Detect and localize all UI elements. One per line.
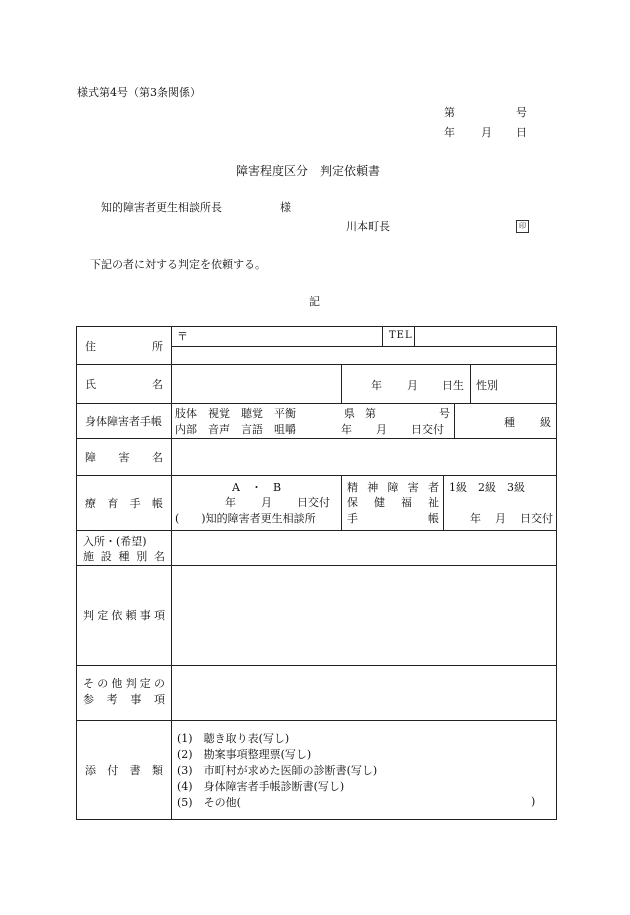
postal-mark: 〒 bbox=[177, 330, 188, 343]
physical-type-line2 bbox=[175, 421, 296, 437]
type-internal[interactable]: 内部 bbox=[175, 423, 197, 436]
ryoiku-mental-divider bbox=[341, 475, 342, 530]
mental-issue-month: 月 bbox=[495, 512, 506, 525]
grade-2[interactable]: 2級 bbox=[478, 481, 496, 494]
name-field[interactable] bbox=[177, 367, 337, 400]
label-char: 判 bbox=[125, 677, 137, 690]
sender: 川本町長 bbox=[346, 220, 390, 233]
type-vision[interactable]: 視覚 bbox=[208, 407, 230, 420]
request-items-label bbox=[77, 565, 171, 665]
label-char: 施 bbox=[83, 550, 94, 563]
label-char: 障 bbox=[387, 481, 399, 494]
physical-grade-divider bbox=[454, 403, 455, 438]
label-char: そ bbox=[83, 677, 94, 690]
type-balance[interactable]: 平衡 bbox=[274, 407, 296, 420]
label-char: 所 bbox=[152, 339, 163, 353]
grade-1[interactable]: 1級 bbox=[449, 481, 467, 494]
label-char: 書 bbox=[129, 763, 141, 777]
label-char: 定 bbox=[97, 609, 109, 622]
birth-year: 年 bbox=[371, 379, 382, 392]
number-dai: 第 bbox=[444, 106, 455, 119]
tel-box-left bbox=[382, 327, 383, 346]
grade-type: 種 bbox=[504, 416, 515, 429]
request-form-table bbox=[76, 326, 557, 820]
other-reference-label bbox=[77, 665, 171, 720]
facility-label-line1: 入所・(希望) bbox=[83, 535, 147, 548]
ki-heading: 記 bbox=[309, 295, 320, 308]
label-char: 項 bbox=[153, 609, 165, 622]
attachment-item: (3) 市町村が求めた医師の診断書(写し) bbox=[177, 764, 378, 777]
other-label-line2 bbox=[83, 692, 165, 708]
mental-handbook-label-2 bbox=[347, 494, 439, 510]
tel-field[interactable] bbox=[417, 328, 553, 344]
label-char: 精 bbox=[347, 481, 358, 494]
label-char: 他 bbox=[111, 677, 123, 690]
label-char: 育 bbox=[107, 496, 119, 510]
label-char: 障 bbox=[85, 450, 96, 464]
attachment-item: (2) 勘案事項整理票(写し) bbox=[177, 748, 312, 761]
number-go: 号 bbox=[516, 106, 527, 119]
label-char: 氏 bbox=[85, 377, 96, 391]
label-char: 頼 bbox=[125, 609, 137, 622]
address-label bbox=[77, 327, 171, 364]
grade-level: 級 bbox=[540, 416, 551, 429]
label-text: 身体障害者手帳 bbox=[85, 414, 162, 428]
label-char: 名 bbox=[154, 550, 165, 563]
disability-name-label bbox=[77, 438, 171, 475]
issue-day: 日交付 bbox=[411, 423, 444, 436]
date-year: 年 bbox=[444, 126, 455, 139]
ryoiku-handbook-label bbox=[77, 475, 171, 530]
label-char: 福 bbox=[401, 496, 412, 509]
mental-grade-options bbox=[449, 479, 525, 495]
label-char: 害 bbox=[118, 450, 130, 464]
document-title: 障害程度区分 判定依頼書 bbox=[236, 164, 381, 178]
attachment-item: (5) その他( bbox=[177, 796, 241, 809]
facility-label bbox=[77, 530, 171, 565]
attachment-other-field[interactable] bbox=[247, 793, 527, 809]
mental-handbook-label-3 bbox=[347, 510, 439, 526]
label-char: 事 bbox=[130, 693, 142, 706]
type-chewing[interactable]: 咀嚼 bbox=[274, 423, 296, 436]
attachment-other-close: ) bbox=[531, 795, 536, 808]
handbook-dai: 第 bbox=[365, 407, 376, 420]
mental-issue-day: 日交付 bbox=[520, 512, 553, 525]
intro-text: 下記の者に対する判定を依頼する。 bbox=[90, 258, 266, 271]
label-char: の bbox=[153, 677, 165, 690]
ryoiku-issue-day: 日交付 bbox=[297, 496, 330, 509]
label-char: 設 bbox=[100, 550, 112, 563]
tel-label: TEL bbox=[389, 330, 413, 341]
label-char: 神 bbox=[367, 481, 379, 494]
addressee: 知的障害者更生相談所長 bbox=[101, 201, 222, 214]
label-char: 名 bbox=[152, 377, 163, 391]
ryoiku-office: ( )知的障害者更生相談所 bbox=[175, 512, 316, 525]
tel-box-mid bbox=[414, 327, 415, 346]
type-limb[interactable]: 肢体 bbox=[175, 407, 197, 420]
ryoiku-grade-ab[interactable]: A ・ B bbox=[232, 481, 282, 494]
label-char: 別 bbox=[136, 550, 148, 563]
date-month: 月 bbox=[481, 126, 492, 139]
label-char: 参 bbox=[83, 693, 94, 706]
mental-issue-year: 年 bbox=[470, 512, 481, 525]
seal-icon: 印 bbox=[516, 220, 529, 233]
physical-type-line1 bbox=[175, 405, 296, 421]
label-char: 手 bbox=[129, 496, 141, 510]
type-hearing[interactable]: 聴覚 bbox=[241, 407, 263, 420]
name-label bbox=[77, 364, 171, 403]
address-field[interactable] bbox=[177, 328, 377, 344]
sex-label: 性別 bbox=[476, 379, 498, 392]
mental-handbook-label-1 bbox=[347, 479, 439, 495]
label-char: 害 bbox=[407, 481, 419, 494]
label-char: 考 bbox=[106, 693, 118, 706]
label-char: 添 bbox=[85, 763, 96, 777]
label-column-divider bbox=[171, 327, 172, 819]
attachments-label bbox=[77, 720, 171, 819]
ryoiku-issue-month: 月 bbox=[261, 496, 272, 509]
label-char: 祉 bbox=[428, 496, 439, 509]
label-char: 依 bbox=[111, 609, 123, 622]
birth-month: 月 bbox=[407, 379, 418, 392]
form-number: 様式第4号（第3条関係） bbox=[77, 86, 201, 99]
name-birth-divider bbox=[341, 364, 342, 403]
issue-month: 月 bbox=[376, 423, 387, 436]
physical-handbook-label bbox=[77, 403, 171, 438]
mental-grade-divider bbox=[443, 475, 444, 530]
label-char: 保 bbox=[347, 496, 358, 509]
facility-field[interactable] bbox=[177, 533, 551, 562]
issue-year: 年 bbox=[341, 423, 352, 436]
prefecture-label: 県 bbox=[344, 407, 355, 420]
facility-label-line2 bbox=[83, 549, 165, 564]
other-reference-field[interactable] bbox=[177, 668, 551, 717]
handbook-go: 号 bbox=[439, 407, 450, 420]
label-char: 名 bbox=[152, 450, 163, 464]
disability-name-field[interactable] bbox=[177, 441, 551, 472]
grade-3[interactable]: 3級 bbox=[507, 481, 525, 494]
other-label-line1 bbox=[83, 676, 165, 692]
label-char: 手 bbox=[347, 512, 358, 525]
birth-day: 日生 bbox=[442, 379, 464, 392]
type-voice[interactable]: 音声 bbox=[208, 423, 230, 436]
label-char: の bbox=[97, 677, 109, 690]
label-char: 種 bbox=[118, 550, 130, 563]
label-char: 定 bbox=[139, 677, 151, 690]
label-char: 健 bbox=[374, 496, 385, 509]
label-char: 者 bbox=[428, 481, 439, 494]
type-speech[interactable]: 言語 bbox=[241, 423, 263, 436]
attachment-item: (4) 身体障害者手帳診断書(写し) bbox=[177, 780, 345, 793]
label-char: 住 bbox=[85, 339, 96, 353]
label-char: 療 bbox=[85, 496, 96, 510]
label-char: 帳 bbox=[151, 496, 163, 510]
attachment-item: (1) 聴き取り表(写し) bbox=[177, 732, 290, 745]
label-char: 帳 bbox=[428, 512, 439, 525]
label-char: 項 bbox=[153, 693, 165, 706]
addressee-honorific: 様 bbox=[280, 201, 291, 214]
ryoiku-issue-year: 年 bbox=[225, 496, 236, 509]
label-char: 付 bbox=[107, 763, 119, 777]
date-day: 日 bbox=[516, 126, 527, 139]
request-items-field[interactable] bbox=[177, 568, 551, 662]
name-sex-divider bbox=[470, 364, 471, 403]
label-char: 判 bbox=[83, 609, 94, 622]
label-char: 事 bbox=[139, 609, 151, 622]
label-char: 類 bbox=[151, 763, 163, 777]
address-inner-divider bbox=[171, 346, 556, 347]
seal-mark bbox=[516, 218, 529, 233]
